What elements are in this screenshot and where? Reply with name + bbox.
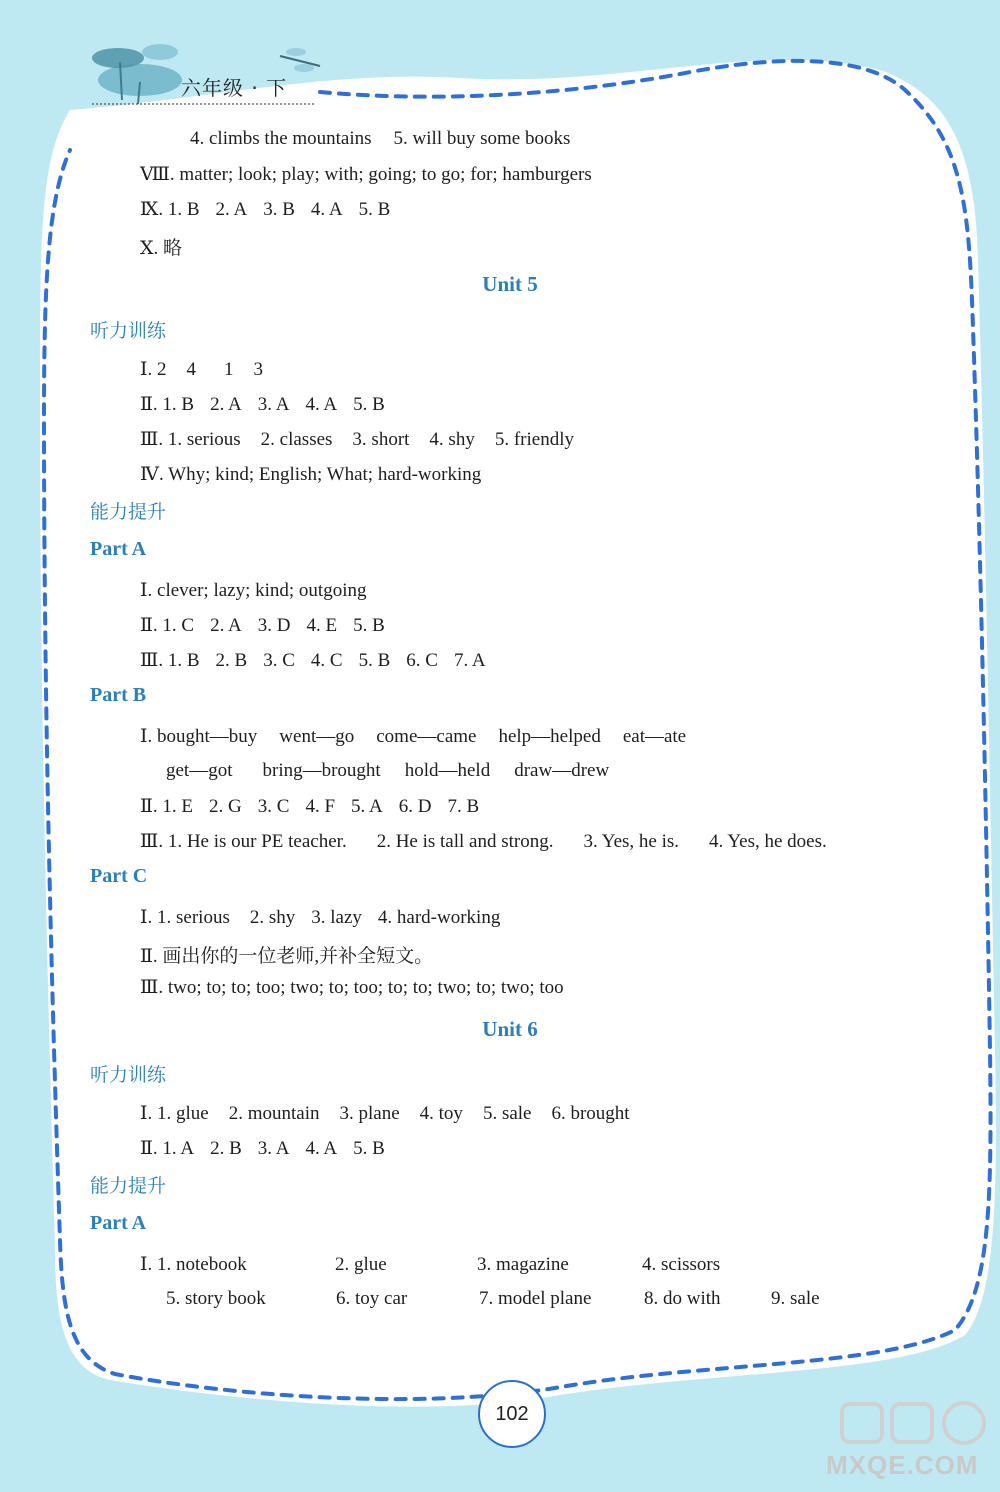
answer-item: 5. A	[351, 796, 383, 817]
unit-5-listening-heading: 听力训练	[90, 320, 167, 342]
answer-item: Ⅱ. 画出你的一位老师,并补全短文。	[140, 946, 434, 967]
unit-5-part-c-heading: Part C	[90, 865, 148, 887]
answer-line	[140, 1253, 762, 1276]
unit-6-title: Unit 6	[482, 1017, 538, 1041]
answer-line	[140, 1137, 385, 1160]
answer-item: 2. classes	[260, 429, 333, 450]
answer-line	[140, 725, 686, 748]
answer-item: Ⅲ. 1. B	[140, 650, 200, 671]
answer-item: 4. climbs the mountains	[190, 128, 372, 149]
answer-item: 3	[253, 359, 264, 380]
answer-item: bring—brought	[262, 760, 381, 781]
answer-line	[140, 976, 564, 999]
answer-item: Ⅸ. 1. B	[140, 199, 200, 220]
answer-item: 5. will buy some books	[393, 128, 571, 149]
answer-item: 7. model plane	[479, 1288, 592, 1309]
unit-6-part-a-heading: Part A	[90, 1212, 147, 1234]
answer-item: 4. toy	[419, 1103, 463, 1124]
answer-item: 2. shy	[249, 907, 296, 928]
answer-item: eat—ate	[622, 726, 687, 747]
answer-item: 2. mountain	[228, 1103, 320, 1124]
unit-5-ability-heading: 能力提升	[90, 501, 167, 523]
unit-6-listening-heading: 听力训练	[90, 1064, 167, 1086]
answer-item: 5. story book	[166, 1288, 266, 1309]
answer-item: 6. C	[406, 650, 438, 671]
answer-item: 2. He is tall and strong.	[376, 831, 554, 852]
answer-line	[166, 760, 609, 782]
answer-item: 1	[224, 359, 234, 380]
answer-line	[190, 128, 570, 150]
answer-line	[166, 1288, 851, 1310]
answer-item: 4	[186, 359, 197, 380]
answer-line	[140, 198, 390, 221]
answer-item: 3. C	[257, 796, 290, 817]
answer-item: get—got	[166, 760, 233, 781]
answer-line	[140, 1102, 630, 1125]
answer-item: Ⅰ. clever; lazy; kind; outgoing	[140, 580, 367, 601]
answer-line	[140, 830, 827, 853]
unit-6-ability-heading: 能力提升	[90, 1175, 167, 1197]
answer-item: 3. plane	[339, 1103, 400, 1124]
answer-item: help—helped	[498, 726, 601, 747]
answer-item: 3. lazy	[311, 907, 362, 928]
answer-item: 3. D	[257, 615, 291, 636]
answer-item: Ⅰ. 2	[140, 359, 167, 380]
answer-item: 2. A	[210, 615, 242, 636]
answer-line	[140, 428, 574, 451]
answer-item: 3. A	[257, 394, 290, 415]
answer-item: Ⅱ. 1. A	[140, 1138, 195, 1159]
answer-line	[140, 163, 592, 186]
answer-item: 2. A	[210, 394, 242, 415]
answer-line	[140, 614, 385, 637]
answer-item: 8. do with	[644, 1288, 721, 1309]
answer-item: 2. A	[215, 199, 248, 220]
answer-line	[140, 358, 263, 381]
answer-item: 2. G	[209, 796, 242, 817]
answer-line	[140, 649, 486, 672]
answer-item: Ⅰ. bought—buy	[140, 726, 258, 747]
answer-item: 3. Yes, he is.	[583, 831, 680, 852]
answer-item: 2. B	[215, 650, 248, 671]
answer-item: 3. A	[257, 1138, 290, 1159]
answer-item: Ⅱ. 1. B	[140, 394, 195, 415]
answer-item: 2. B	[210, 1138, 242, 1159]
watermark-text: MXQE.COM	[826, 1450, 979, 1480]
answer-item: 7. A	[453, 650, 486, 671]
answer-item: 5. B	[353, 394, 385, 415]
answer-item: draw—drew	[514, 760, 610, 781]
answer-item: 4. Yes, he does.	[709, 831, 827, 852]
answer-item: 4. scissors	[642, 1254, 721, 1275]
page-header	[95, 38, 335, 108]
answer-item: 4. A	[305, 1138, 338, 1159]
answer-line	[140, 941, 433, 968]
answer-item: 3. magazine	[477, 1254, 569, 1275]
answer-item: Ⅰ. 1. notebook	[140, 1254, 247, 1275]
answer-item: 6. toy car	[336, 1288, 408, 1309]
answer-item: 4. A	[310, 199, 343, 220]
answer-item: 4. shy	[429, 429, 475, 450]
page-number: 102	[478, 1380, 546, 1448]
answer-item: hold—held	[404, 760, 491, 781]
answer-item: 2. glue	[335, 1254, 387, 1275]
answer-item: Ⅱ. 1. C	[140, 615, 195, 636]
answer-item: Ⅰ. 1. glue	[140, 1103, 209, 1124]
answer-item: come—came	[376, 726, 477, 747]
site-watermark	[820, 1398, 995, 1488]
answer-item: 3. short	[352, 429, 410, 450]
answer-item: Ⅱ. 1. E	[140, 796, 194, 817]
answer-item: 3. C	[263, 650, 295, 671]
answer-item: 6. brought	[551, 1103, 630, 1124]
unit-5-title: Unit 5	[482, 272, 538, 296]
answer-line	[140, 579, 366, 602]
answer-item: Ⅲ. two; to; to; too; two; to; too; to; to; two; to; two; too	[140, 977, 564, 998]
answer-item: Ⅹ. 略	[140, 238, 183, 259]
answer-item: 5. friendly	[494, 429, 574, 450]
watermark-logo-icon	[840, 1398, 990, 1448]
answer-item: Ⅰ. 1. serious	[140, 907, 230, 928]
grade-title: 六年级 · 下	[181, 76, 288, 100]
answer-item: 4. E	[306, 615, 338, 636]
answer-line	[140, 233, 182, 260]
answer-item: 7. B	[447, 796, 480, 817]
answer-line	[140, 795, 479, 818]
answer-item: 5. B	[358, 650, 391, 671]
answer-item: 4. A	[305, 394, 338, 415]
answer-item: 9. sale	[771, 1288, 820, 1309]
answer-item: Ⅲ. 1. He is our PE teacher.	[140, 831, 347, 852]
answer-line	[140, 393, 385, 416]
answer-item: 5. B	[353, 615, 385, 636]
answer-item: 4. C	[310, 650, 343, 671]
answer-item: 4. hard-working	[377, 907, 501, 928]
answer-line	[140, 463, 481, 486]
answer-item: went—go	[279, 726, 355, 747]
answer-item: Ⅷ. matter; look; play; with; going; to go; for; hamburgers	[140, 164, 592, 185]
answer-item: 6. D	[398, 796, 432, 817]
answer-item: Ⅲ. 1. serious	[140, 429, 241, 450]
answer-item: 5. sale	[482, 1103, 532, 1124]
answer-item: 4. F	[305, 796, 336, 817]
unit-5-part-a-heading: Part A	[90, 538, 147, 560]
unit-5-part-b-heading: Part B	[90, 684, 147, 706]
answer-item: 3. B	[263, 199, 295, 220]
answer-line	[140, 906, 500, 929]
answer-item: Ⅳ. Why; kind; English; What; hard-working	[140, 464, 482, 485]
answer-item: 5. B	[358, 199, 391, 220]
answer-item: 5. B	[353, 1138, 385, 1159]
